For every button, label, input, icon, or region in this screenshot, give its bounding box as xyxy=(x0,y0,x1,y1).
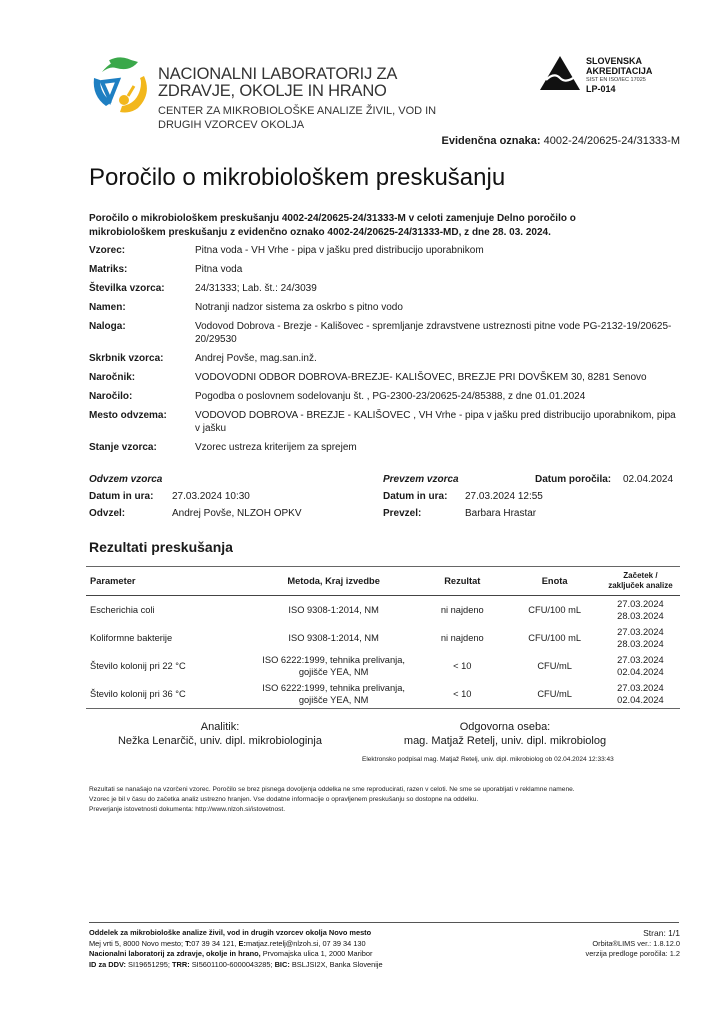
cell-dates xyxy=(601,652,680,680)
field-row xyxy=(89,320,679,346)
cell-unit: CFU/mL xyxy=(508,680,600,709)
footer-bic-label: BIC: xyxy=(274,959,290,969)
field-row xyxy=(89,441,679,454)
responsible-name: mag. Matjaž Retelj, univ. dipl. mikrobiolog xyxy=(403,735,607,747)
nlzoh-logo-icon xyxy=(88,50,154,116)
cell-start: 27.03.2024 xyxy=(617,655,664,665)
field-value: Vodovod Dobrova - Brezje - Kališovec - spremljanje zdravstvene ustreznosti pitne vode PG-2132-19/20625-20/29530 xyxy=(195,321,672,345)
accreditation-mark xyxy=(538,54,582,97)
lab-name-line1: NACIONALNI LABORATORIJ ZA xyxy=(158,65,398,83)
evidence-number xyxy=(442,135,681,147)
field-row xyxy=(89,263,679,276)
table-row xyxy=(86,624,680,652)
field-label: Stanje vzorca: xyxy=(89,442,157,453)
accreditation-standard: SIST EN ISO/IEC 17025 xyxy=(586,77,646,83)
analyst-label: Analitik: xyxy=(200,721,240,733)
receipt-by-value: Barbara Hrastar xyxy=(465,508,537,519)
cell-parameter: Število kolonij pri 22 °C xyxy=(90,661,186,671)
header-method: Metoda, Kraj izvedbe xyxy=(251,567,416,596)
notes xyxy=(89,785,575,815)
footer-divider xyxy=(89,922,679,923)
cell-method: ISO 9308-1:2014, NM xyxy=(288,633,379,643)
field-value: Vzorec ustreza kriterijem za sprejem xyxy=(195,442,357,453)
field-label: Naloga: xyxy=(89,321,126,332)
footer-t-label: T: xyxy=(185,938,192,948)
results-header-row xyxy=(86,567,680,596)
receipt-heading: Prevzem vzorca xyxy=(383,474,459,485)
field-row xyxy=(89,371,679,384)
field-label: Skrbnik vzorca: xyxy=(89,353,164,364)
evidence-label: Evidenčna oznaka: xyxy=(441,135,541,147)
template-version: verzija predloge poročila: 1.2 xyxy=(585,949,680,958)
field-value: 24/31333; Lab. št.: 24/3039 xyxy=(195,283,317,294)
receipt-by-label: Prevzel: xyxy=(383,508,422,519)
report-date-value: 02.04.2024 xyxy=(623,474,674,485)
receipt-date-label: Datum in ura: xyxy=(383,491,448,502)
footer-lab-name: Nacionalni laboratorij za zdravje, okolje in hrano, xyxy=(89,949,261,958)
field-value: Pitna voda - VH Vrhe - pipa v jašku pred distribucijo uporabnikom xyxy=(195,245,484,256)
cell-start: 27.03.2024 xyxy=(617,683,664,693)
mountain-icon xyxy=(538,54,582,92)
cell-result: ni najdeno xyxy=(440,605,484,615)
cell-end: 28.03.2024 xyxy=(617,639,664,649)
cell-dates xyxy=(601,624,680,652)
table-row xyxy=(86,652,680,680)
footer-address: Mej vrti 5, 8000 Novo mesto; xyxy=(89,938,186,948)
cell-result: ni najdeno xyxy=(440,633,484,643)
sampling-date-value: 27.03.2024 10:30 xyxy=(172,491,250,502)
field-value: Pogodba o poslovnem sodelovanju št. , PG-2300-23/20625-24/85388, z dne 01.01.2024 xyxy=(195,391,586,402)
field-label: Naročilo: xyxy=(89,391,133,402)
cell-unit: CFU/mL xyxy=(537,661,572,671)
footer-email: matjaz.retelj@nlzoh.si, 07 39 34 130 xyxy=(245,938,366,948)
note-3: Preverjanje istovetnosti dokumenta: http://www.nlzoh.si/istovetnost. xyxy=(89,806,286,813)
center-name-line2: DRUGIH VZORCEV OKOLJA xyxy=(158,119,305,131)
footer-dept: Oddelek za mikrobiološke analize živil, vod in drugih vzorcev okolja Novo mesto xyxy=(89,928,372,937)
sampling-date-label: Datum in ura: xyxy=(89,491,154,502)
cell-start: 27.03.2024 xyxy=(617,627,664,637)
footer-right xyxy=(586,928,681,960)
page-number: Stran: 1/1 xyxy=(643,928,680,938)
field-label: Vzorec: xyxy=(89,245,126,256)
cell-unit: CFU/100 mL xyxy=(528,605,581,615)
footer-lab-address: Prvomajska ulica 1, 2000 Maribor xyxy=(260,949,373,958)
intro-text: Poročilo o mikrobiološkem preskušanju 4002-24/20625-24/31333-M v celoti zamenjuje Delno poročilo o mikrobiološkem preskušanju z evidenčno oznako 4002-24/20625-24/31333-MD, z dne 28. 03. 2024. xyxy=(89,213,576,238)
note-2: Vzorec je bil v času do začetka analiz ustrezno hranjen. Vse dodatne informacije o opravljenem preskušanju so dostopne na oddelku. xyxy=(89,796,479,803)
sampling-by-label: Odvzel: xyxy=(89,508,126,519)
field-row xyxy=(89,390,679,403)
field-value: Andrej Povše, mag.san.inž. xyxy=(195,353,317,364)
sampling-by-value: Andrej Povše, NLZOH OPKV xyxy=(172,508,302,519)
nlzoh-logo xyxy=(88,50,154,116)
analyst-name: Nežka Lenarčič, univ. dipl. mikrobiologinja xyxy=(117,735,322,747)
header-unit: Enota xyxy=(508,567,600,596)
note-1: Rezultati se nanašajo na vzorčeni vzorec. Poročilo se brez pisnega dovoljenja oddelka ne sme reproducirati, razen v celoti. Ne sme se uporabljati v reklamne namene. xyxy=(89,786,575,793)
field-row xyxy=(89,352,679,365)
header-dates: Začetek / zaključek analize xyxy=(601,567,680,596)
cell-method: ISO 9308-1:2014, NM xyxy=(288,605,379,615)
report-date-label: Datum poročila: xyxy=(535,474,612,485)
responsible-signature xyxy=(380,720,630,748)
field-label: Mesto odvzema: xyxy=(89,410,167,421)
analyst-signature xyxy=(110,720,330,748)
footer-bic: BSLJSI2X, Banka Slovenije xyxy=(289,959,383,969)
accreditation-line1: SLOVENSKA xyxy=(586,56,643,66)
sample-fields xyxy=(89,244,679,460)
footer-trr: SI5601100-6000043285; xyxy=(189,959,275,969)
field-value: Notranji nadzor sistema za oskrbo s pitno vodo xyxy=(195,302,403,313)
cell-end: 28.03.2024 xyxy=(617,611,664,621)
cell-end: 02.04.2024 xyxy=(617,667,664,677)
table-row xyxy=(86,680,680,709)
center-name xyxy=(158,104,436,132)
cell-method: ISO 6222:1999, tehnika prelivanja, gojišče YEA, NM xyxy=(262,655,405,677)
field-value: Pitna voda xyxy=(195,264,243,275)
sampling-heading: Odvzem vzorca xyxy=(89,474,163,485)
cell-dates xyxy=(601,680,680,709)
results-title: Rezultati preskušanja xyxy=(89,539,233,555)
footer-ddv-label: ID za DDV: xyxy=(89,959,126,969)
cell-start: 27.03.2024 xyxy=(617,599,664,609)
footer-trr-label: TRR: xyxy=(172,959,190,969)
accreditation-line2: AKREDITACIJA xyxy=(586,66,653,76)
receipt-date-value: 27.03.2024 12:55 xyxy=(465,491,543,502)
lab-name xyxy=(158,66,397,100)
results-table xyxy=(86,566,680,709)
cell-dates xyxy=(601,596,680,625)
field-label: Naročnik: xyxy=(89,372,136,383)
sampling-section xyxy=(89,474,679,524)
field-value: VODOVODNI ODBOR DOBROVA-BREZJE- KALIŠOVEC, BREZJE PRI DOVŠKEM 30, 8281 Senovo xyxy=(195,372,647,383)
center-name-line1: CENTER ZA MIKROBIOLOŠKE ANALIZE ŽIVIL, VOD IN xyxy=(158,105,437,117)
electronic-signature: Elektronsko podpisal mag. Matjaž Retelj, univ. dipl. mikrobiolog ob 02.04.2024 12:33:43 xyxy=(362,756,614,763)
field-label: Matriks: xyxy=(89,264,128,275)
cell-parameter: Koliformne bakterije xyxy=(90,633,173,643)
field-value: VODOVOD DOBROVA - BREZJE - KALIŠOVEC , VH Vrhe - pipa v jašku pred distribucijo uporabnikom, pipa v jašku xyxy=(195,410,676,434)
lab-name-line2: ZDRAVJE, OKOLJE IN HRANO xyxy=(158,82,387,100)
field-row xyxy=(89,244,679,257)
field-label: Namen: xyxy=(89,302,126,313)
cell-parameter: Escherichia coli xyxy=(90,605,155,615)
field-row xyxy=(89,301,679,314)
page-title: Poročilo o mikrobiološkem preskušanju xyxy=(89,164,506,191)
lims-version: Orbita®LIMS ver.: 1.8.12.0 xyxy=(592,938,680,948)
footer-e-label: E: xyxy=(238,938,246,948)
accreditation-code: LP-014 xyxy=(586,84,616,94)
cell-method: ISO 6222:1999, tehnika prelivanja, gojišče YEA, NM xyxy=(251,680,416,709)
cell-parameter: Število kolonij pri 36 °C xyxy=(86,680,251,709)
field-row xyxy=(89,282,679,295)
footer-phone: 07 39 34 121, xyxy=(191,938,239,948)
field-label: Številka vzorca: xyxy=(89,283,165,294)
cell-end: 02.04.2024 xyxy=(617,695,664,705)
cell-unit: CFU/100 mL xyxy=(528,633,581,643)
header-parameter: Parameter xyxy=(86,567,251,596)
table-row xyxy=(86,596,680,625)
footer-ddv: SI19651295; xyxy=(125,959,172,969)
responsible-label: Odgovorna oseba: xyxy=(459,721,551,733)
cell-result: < 10 xyxy=(416,680,508,709)
cell-result: < 10 xyxy=(453,661,472,671)
field-row xyxy=(89,409,679,435)
header-result: Rezultat xyxy=(416,567,508,596)
footer-left xyxy=(89,928,383,970)
evidence-value: 4002-24/20625-24/31333-M xyxy=(543,135,680,147)
accreditation-text xyxy=(586,56,652,94)
